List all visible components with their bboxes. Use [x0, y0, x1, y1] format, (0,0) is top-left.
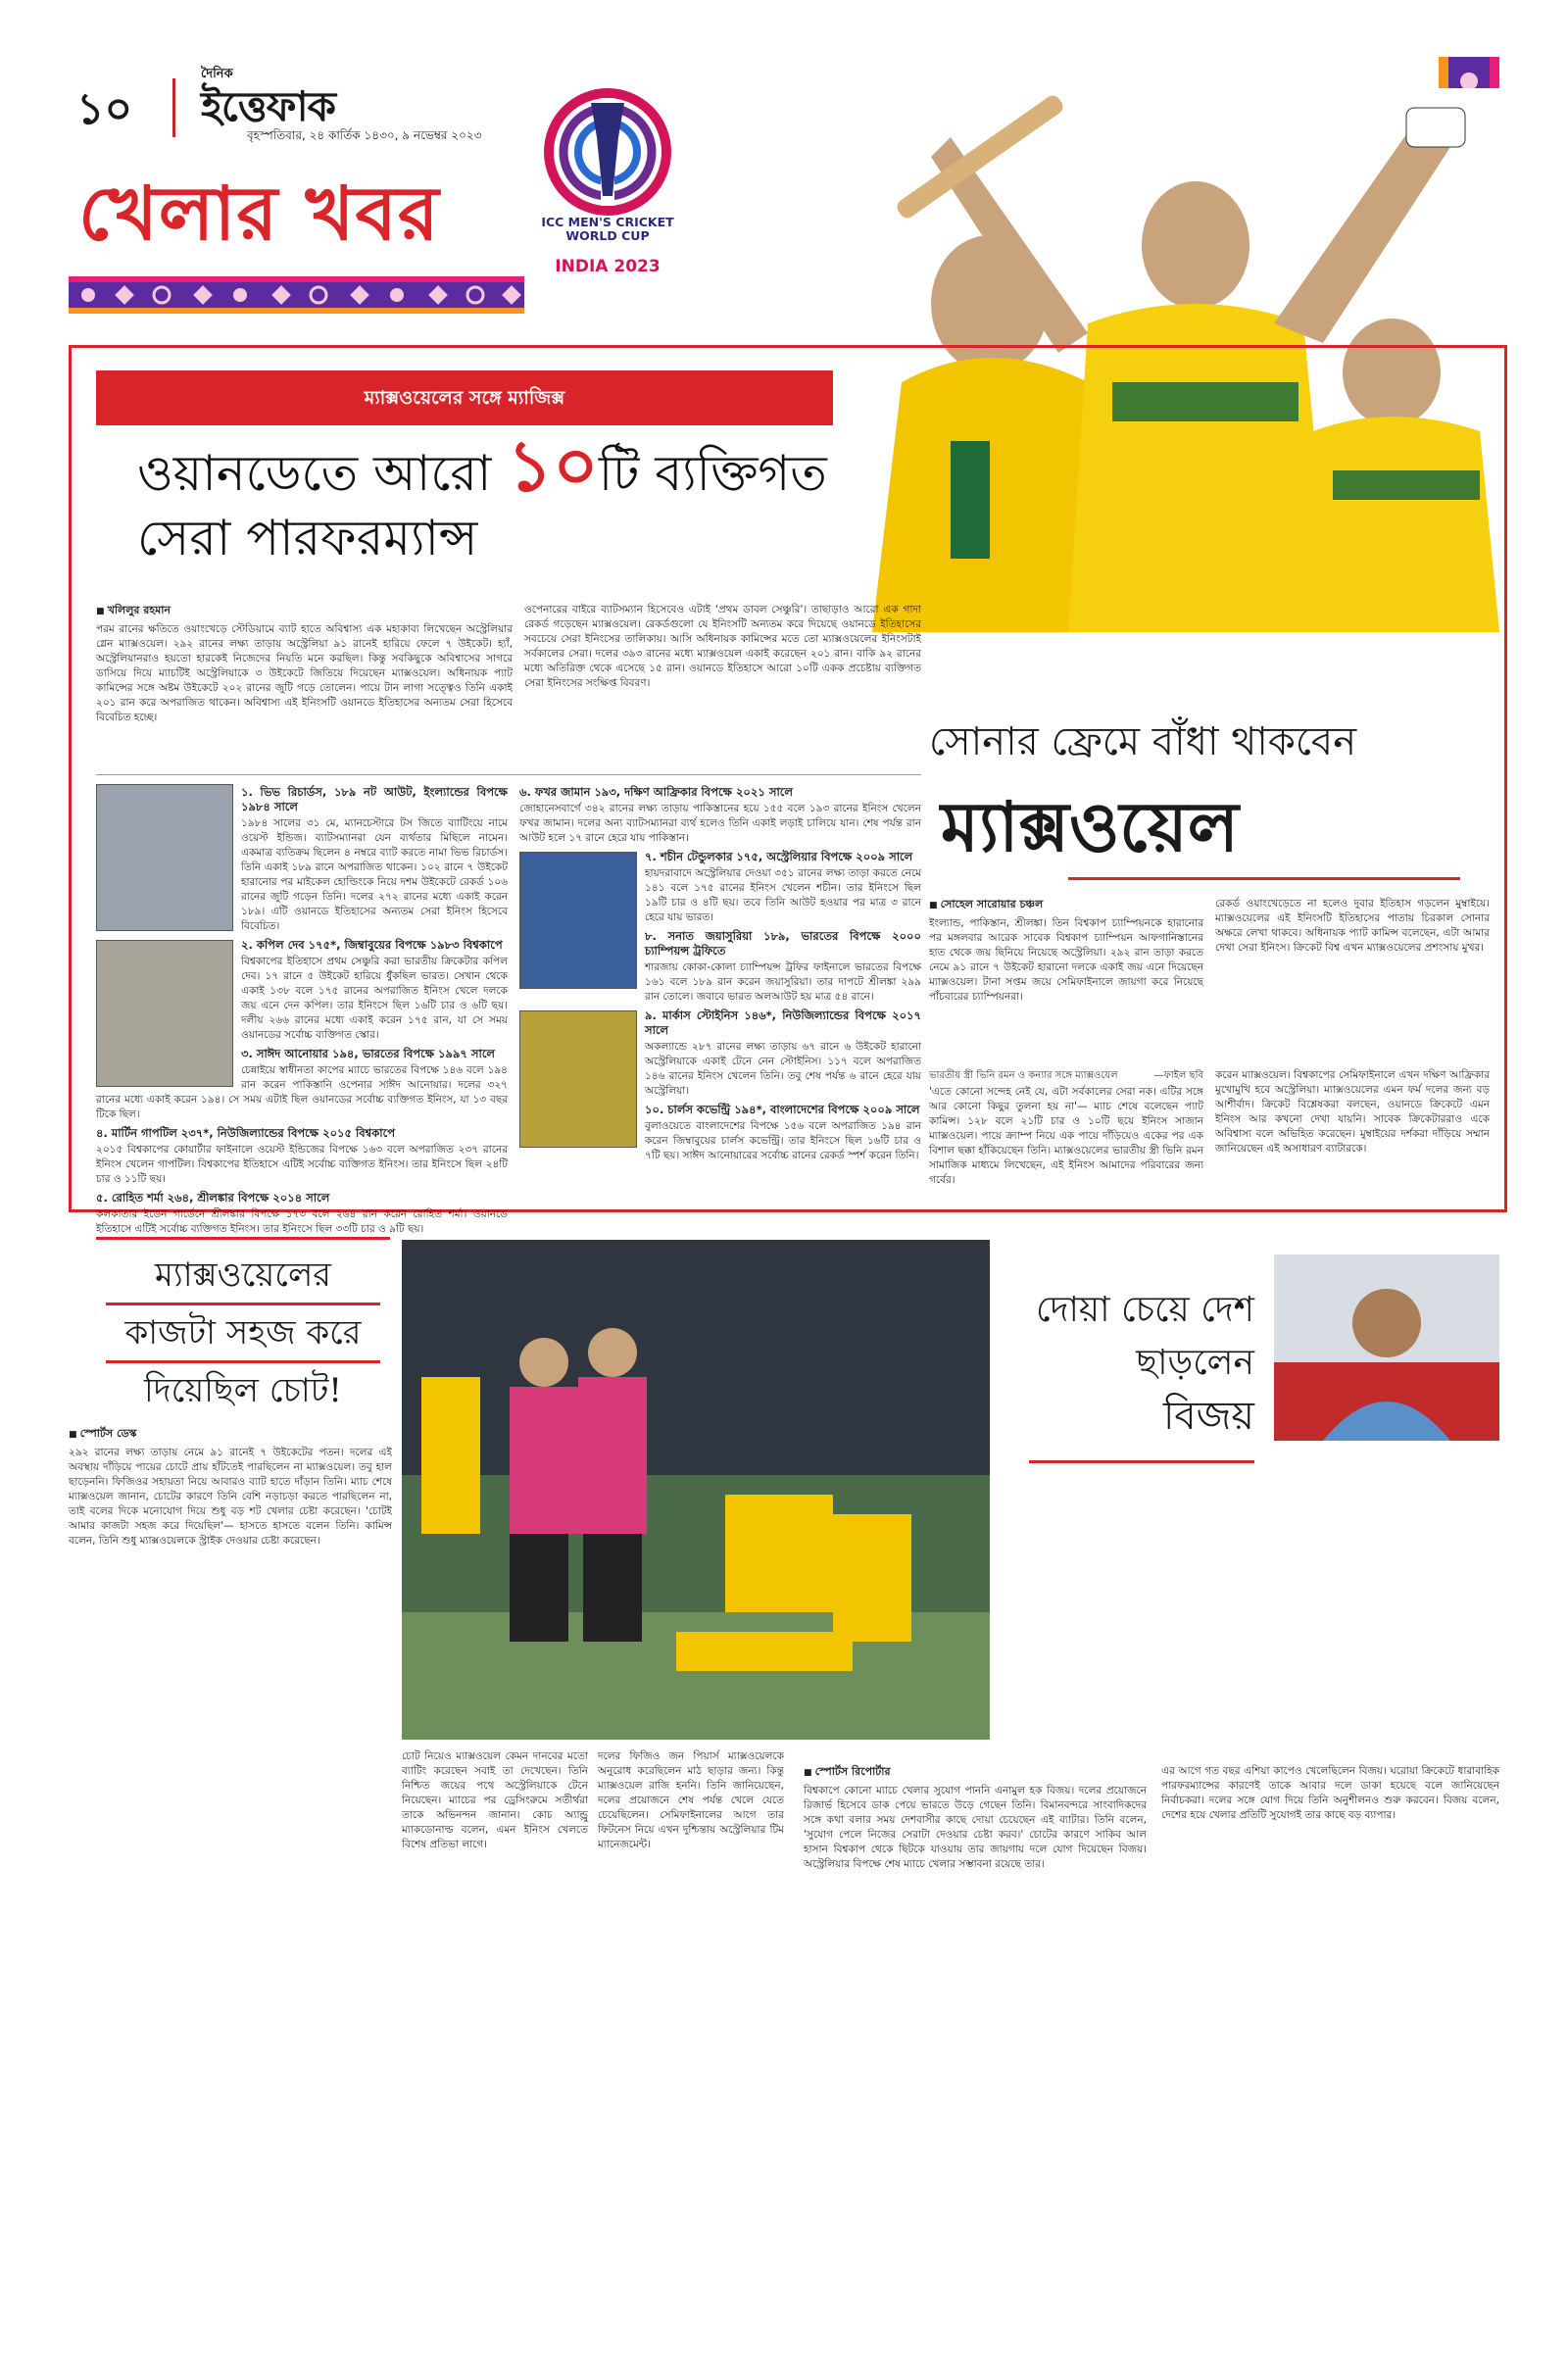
story4-col1: [804, 1764, 1147, 2352]
story3-byline: ■ স্পোর্টস ডেস্ক: [69, 1426, 392, 1443]
headline-part1: ওয়ানডেতে আরো: [137, 445, 492, 502]
record-1-text: ১৯৮৪ সালের ৩১ মে, ম্যানচেস্টারে টস জিতে ব্যাটিংয়ে নামে ওয়েস্ট ইন্ডিজ। ব্যাটসম্যানরা যেন ব্যর্থতার মিছিলে নামেন। একমাত্র ব্যতিক্রম ছিলেন ৪ নম্বরে ব্যাট করতে নামা ভিভ রিচার্ডস। তিনি একাই ১৮৯ রানে অপরাজিত থাকেন। ১০২ রানে ৭ উইকেট হারানোর পর মাইকেল হোল্ডিংকে নিয়ে দশম উইকেটে রেকর্ড ১০৬ রানের জুটি গড়েন তিনি। দলের ২৭২ রানের মধ্যে একাই করেন ১৮৯। এটি ওয়ানডে ইতিহাসের অন্যতম সেরা ইনিংস হিসেবে বিবেচিত।: [241, 817, 508, 932]
injury-photo: [402, 1240, 990, 1740]
second-story-col1: [929, 897, 1203, 1063]
second-headline-line1: সোনার ফ্রেমে বাঁধা থাকবেন: [929, 719, 1357, 764]
record-9-title: ৯. মার্কাস স্টোইনিস ১৪৬*, নিউজিল্যান্ডের বিপক্ষে ২০১৭ সালে: [645, 1008, 921, 1037]
date-line: বৃহস্পতিবার, ২৪ কার্তিক ১৪৩০, ৯ নভেম্বর ২০২৩: [247, 128, 482, 142]
story4-col2: [1161, 1764, 1499, 2352]
second-caption: [929, 1068, 1203, 1083]
story4-rule: [1029, 1460, 1254, 1463]
record-3-text: চেন্নাইয়ে স্বাধীনতা কাপের ম্যাচে ভারতের বিপক্ষে ১৪৬ বলে ১৯৪ রান করেন পাকিস্তানি ওপেনার সাঈদ আনোয়ার। দলের ৩২৭ রানের মধ্যে একাই করেন ১৯৪। সে সময় এটাই ছিল ওয়ানডের সর্বোচ্চ ব্যক্তিগত ইনিংস, যা ১৩ বছর টিকে ছিল।: [96, 1064, 508, 1120]
story3-headline-line2: কাজটা সহজ করে: [124, 1313, 362, 1353]
story4-text2: এর আগে গত বছর এশিয়া কাপেও খেলেছিলেন বিজয়। ঘরোয়া ক্রিকেটে ধারাবাহিক পারফরম্যান্সের কারণেই তাকে আবার দলে ডাকা হয়েছে বলে জানিয়েছেন নির্বাচকরা। দলের সঙ্গে যোগ দিয়ে তিনি অনুশীলনও শুরু করবেন। বিজয় বলেন, দেশের হয়ে খেলার প্রতিটি সুযোগই তার কাছে বড় ব্যাপার।: [1161, 1765, 1499, 1821]
second-byline: ■ সোহেল সারোয়ার চঞ্চল: [929, 897, 1203, 913]
record-4-text: ২০১৫ বিশ্বকাপের কোয়ার্টার ফাইনালে ওয়েস্ট ইন্ডিজের বিপক্ষে ১৬৩ বলে অপরাজিত ২৩৭ রানের ইনিংস খেলেন গাপটিল। বিশ্বকাপের ইতিহাসে এটিই সর্বোচ্চ ব্যক্তিগত ইনিংস। তার ইনিংসে ছিল ২৪টি চার ও ১১টি ছয়।: [96, 1144, 508, 1185]
second-story-col2: [1215, 897, 1490, 1063]
story4-headline-line2: ছাড়লেন: [1136, 1343, 1254, 1383]
second-headline-line2: ম্যাক্সওয়েল: [941, 786, 1239, 867]
record-6-title: ৬. ফখর জামান ১৯৩, দক্ষিণ আফ্রিকার বিপক্ষে ২০২১ সালে: [519, 785, 793, 799]
story4-headline-line3: বিজয়: [1162, 1394, 1254, 1439]
record-8-text: শারজায় কোকা-কোলা চ্যাম্পিয়ন্স ট্রফির ফাইনালে ভারতের বিপক্ষে ১৬১ বলে ১৮৯ রান করেন জয়াসুরিয়া। তার দাপটে শ্রীলঙ্কা ২৯৯ রান তোলে। জবাবে ভারত অলআউট হয় মাত্র ৫৪ রানে।: [645, 961, 921, 1003]
record-4-title: ৪. মার্টিন গাপটিল ২৩৭*, নিউজিল্যান্ডের বিপক্ষে ২০১৫ বিশ্বকাপে: [96, 1126, 396, 1140]
records-column-1: [96, 782, 508, 1235]
headline-number: ১০: [507, 423, 599, 507]
photo-credit: —ফাইল ছবি: [1153, 1070, 1203, 1081]
record-5-text: কলকাতার ইডেন গার্ডেনে শ্রীলঙ্কার বিপক্ষে ১৭৩ বলে ২৬৪ রান করেন রোহিত শর্মা। ওয়ানডে ইতিহাসে এটিই সর্বোচ্চ ব্যক্তিগত ইনিংস। তার ইনিংসে ছিল ৩৩টি চার ও ৯টি ছয়।: [96, 1208, 508, 1235]
page-number: ১০: [76, 84, 133, 134]
story3-top-rule: [96, 1237, 390, 1240]
record-2-text: বিশ্বকাপের ইতিহাসে প্রথম সেঞ্চুরি করা ভারতীয় ক্রিকেটার কপিল দেব। ১৭ রানে ৫ উইকেট হারিয়ে ধুঁকছিল ভারত। সেখান থেকে একাই ১৩৮ বলে ১৭৫ রানের অপরাজিত ইনিংস খেলে দলকে জয় এনে দেন কপিল। তার ইনিংসে ছিল ১৬টি চার ও ৬টি ছয়। দলীয় ২৬৬ রানের মধ্যে একাই করেন ১৭৫ রান, যা সে সময় ওয়ানডের সর্বোচ্চ ব্যক্তিগত স্কোর।: [241, 956, 508, 1041]
second-story-col2b: [1215, 1068, 1490, 1201]
record-1-title: ১. ভিভ রিচার্ডস, ১৮৯ নট আউট, ইংল্যান্ডের বিপক্ষে ১৯৮৪ সালে: [241, 785, 508, 813]
main-byline: ■ খলিলুর রহমান: [96, 603, 513, 619]
story3-headline: [96, 1250, 390, 1416]
record-7-text: হায়দরাবাদে অস্ট্রেলিয়ার দেওয়া ৩৫১ রানের লক্ষ্য তাড়া করতে নেমে ১৪১ বলে ১৭৫ রানের ইনিংস খেলেন শচীন। তার ইনিংসে ছিল ১৯টি চার ও ৪টি ছয়। তবে তিনি আউট হওয়ার পর মাত্র ৩ রানে হেরে যায় ভারত।: [645, 867, 921, 923]
record-6-text: জোহানেসবার্গে ৩৪২ রানের লক্ষ্য তাড়ায় পাকিস্তানের হয়ে ১৫৫ বলে ১৯৩ রানের ইনিংস খেলেন ফখর জামান। দলের অন্য ব্যাটসম্যানরা ব্যর্থ হলেও তিনি একাই লড়াই চালিয়ে যান। শেষ পর্যন্ত রান আউট হলে ১৭ রানে হেরে যায় পাকিস্তান।: [519, 803, 921, 844]
story4-headline: [1029, 1284, 1254, 1443]
story3-rule-2: [106, 1360, 380, 1363]
brand-name: ইত্তেফাক: [201, 82, 336, 130]
story3-col2: [402, 1749, 588, 2352]
photo-caption: ভারতীয় স্ত্রী ভিনি রমন ও কন্যার সঙ্গে ম্যাক্সওয়েল: [929, 1070, 1118, 1081]
story3-text: ২৯২ রানের লক্ষ্য তাড়ায় নেমে ৯১ রানেই ৭ উইকেটের পতন। দলের এই অবস্থায় দাঁড়িয়ে পায়ের চোটে প্রায় হাঁটতেই পারছিলেন না ম্যাক্সওয়েল। তবু হাল ছাড়েননি। ফিজিওর সহায়তা নিয়ে আবারও ব্যাট হাতে দাঁড়ান তিনি। ম্যাচ শেষে ম্যাক্সওয়েল জানান, চোটের কারণে তিনি বেশি নড়াচড়া করতে পারছিলেন না, তাই বলের দিকে মনোযোগ দিয়ে শুধু বড় শট খেলার চেষ্টা করেছেন। 'চোটই আমার কাজটা সহজ করে দিয়েছিল'— হাসতে হাসতে বলেন তিনি। কামিন্স বলেন, তিনি শুধু ম্যাক্সওয়েলকে স্ট্রাইক দেওয়ার চেষ্টা করেছেন।: [69, 1447, 392, 1547]
world-cup-title: ICC MEN'S CRICKET WORLD CUP: [541, 215, 674, 243]
second-col1-text: ইংল্যান্ড, পাকিস্তান, শ্রীলঙ্কা। তিন বিশ্বকাপ চ্যাম্পিয়নকে হারানোর পর মঙ্গলবার আরেক সাবেক বিশ্বকাপ চ্যাম্পিয়ন আফগানিস্তানের হাত থেকে জয় ছিনিয়ে নিয়েছে অস্ট্রেলিয়া। ২৯২ রান তাড়া করতে নেমে ৯১ রানে ৭ উইকেট হারানো দলকে একাই জয় এনে দিয়েছেন ম্যাক্সওয়েল। টানা সপ্তম জয়ে সেমিফাইনালে জায়গা করে নিয়েছে পাঁচবারের চ্যাম্পিয়নরা।: [929, 917, 1203, 1003]
second-col2b-text: করেন ম্যাক্সওয়েল। বিশ্বকাপের সেমিফাইনালে এখন দক্ষিণ আফ্রিকার মুখোমুখি হবে অস্ট্রেলিয়া। ম্যাক্সওয়েলের এমন ফর্ম দলের জন্য বড় আশীর্বাদ। ক্রিকেট বিশ্লেষকরা বলছেন, ওয়ানডে ক্রিকেটে এমন ইনিংস আর কখনো দেখা যায়নি। সাবেক ক্রিকেটাররাও একে অবিশ্বাস্য বলে অভিহিত করেছেন। মুম্বাইয়ের দর্শকরা দাঁড়িয়ে সম্মান জানিয়েছেন এই অসাধারণ ব্যাটারকে।: [1215, 1069, 1490, 1155]
record-10-text: বুলাওয়েতে বাংলাদেশের বিপক্ষে ১৫৬ বলে অপরাজিত ১৯৪ রান করেন জিম্বাবুয়ের চার্লস কভেন্ট্রি। তার ইনিংসে ছিল ১৬টি চার ও ৭টি ছয়। সাঈদ আনোয়ারের সর্বোচ্চ রানের রেকর্ড স্পর্শ করেন তিনি।: [645, 1120, 921, 1161]
story4-text: বিশ্বকাপে কোনো ম্যাচে খেলার সুযোগ পাননি এনামুল হক বিজয়। দলের প্রয়োজনে রিজার্ভ হিসেবে ডাক পেয়ে ভারতে উড়ে গেছেন তিনি। বিমানবন্দরে সাংবাদিকদের সঙ্গে কথা বলার সময় দেশবাসীর কাছে দোয়া চেয়েছেন এই ব্যাটার। তিনি বলেন, 'সুযোগ পেলে নিজের সেরাটা দেওয়ার চেষ্টা করব।' চোটের কারণে সাকিব আল হাসান বিশ্বকাপ থেকে ছিটকে যাওয়ায় তার জায়গায় দলে যোগ দিয়েছেন বিজয়। অস্ট্রেলিয়ার বিপক্ষে শেষ ম্যাচে খেলার সম্ভাবনা রয়েছে তার।: [804, 1785, 1147, 1870]
record-2-title: ২. কপিল দেব ১৭৫*, জিম্বাবুয়ের বিপক্ষে ১৯৮৩ বিশ্বকাপে: [241, 938, 503, 952]
second-headline-rule: [1068, 877, 1460, 880]
record-5-title: ৫. রোহিত শর্মা ২৬৪, শ্রীলঙ্কার বিপক্ষে ২০১৪ সালে: [96, 1191, 330, 1205]
story3-text3: দলের ফিজিও জন পিয়ার্স ম্যাক্সওয়েলকে অনুরোধ করেছিলেন মাঠ ছাড়ার জন্য। কিন্তু ম্যাক্সওয়েল রাজি হননি। তিনি জানিয়েছেন, দলের প্রয়োজনে শেষ পর্যন্ত খেলে যেতে চেয়েছিলেন। সেমিফাইনালের আগে তার ফিটনেস নিয়ে এখন দুশ্চিন্তায় অস্ট্রেলিয়ার টিম ম্যানেজমেন্ট।: [598, 1750, 784, 1850]
main-intro-continued: [524, 603, 921, 774]
photo-stoinis: [519, 1010, 637, 1148]
photo-kapil-dev: [96, 940, 233, 1087]
main-intro: [96, 603, 513, 774]
bijoy-photo: [1274, 1254, 1499, 1441]
decorative-band: [69, 276, 524, 314]
story3-headline-line3: দিয়েছিল চোট!: [144, 1371, 342, 1410]
record-8-title: ৮. সনাত জয়াসুরিয়া ১৮৯, ভারতের বিপক্ষে ২০০০ চ্যাম্পিয়ন্স ট্রফিতে: [645, 929, 921, 958]
main-intro-text: পরম রানের ক্ষতিতে ওয়াংখেড়ে স্টেডিয়ামে ব্যাট হাতে অবিশ্বাস্য এক মহাকাব্য লিখেছেন অস্ট্রেলিয়ার গ্লেন ম্যাক্সওয়েল। ২৯২ রানের লক্ষ্য তাড়ায় অস্ট্রেলিয়া ৯১ রানেই হারিয়ে ফেলে ৭ উইকেট। হ্যাঁ, অস্ট্রেলিয়ানরাও হয়তো হারকেই নিজেদের নিয়তি মনে করছিল। কিন্তু সবকিছুকে অবিশ্বাসের সাগরে ডাসিয়ে দিয়ে ম্যাচটিই অস্ট্রেলিয়াকে ৩ উইকেটে জিতিয়ে দিয়েছেন ম্যাক্সওয়েল। অধিনায়ক প্যাট কামিন্সের সঙ্গে অষ্টম উইকেটে ২০২ রানের জুটি গড়ে তোলেন। পায়ে টান লাগা সত্ত্বেও তিনি একাই ২০১ রান করে অপরাজিত থাকেন। অবিশ্বাস্য এই ইনিংসটি ওয়ানডে ইতিহাসের অন্যতম সেরা হিসেবে বিবেচিত হচ্ছে।: [96, 623, 513, 723]
second-story-col1b: [929, 1068, 1203, 1205]
newspaper-logo: [201, 65, 485, 130]
world-cup-year: INDIA 2023: [555, 257, 661, 276]
brand-top: দৈনিক: [201, 67, 233, 81]
story3-col1: [69, 1426, 392, 2352]
story3-rule-1: [106, 1303, 380, 1305]
headline-part2: টি ব্যক্তিগত: [598, 445, 827, 502]
story4-byline: ■ স্পোর্টস রিপোর্টার: [804, 1764, 1147, 1781]
main-intro-text2: ওপেনারের বাইরে ব্যাটসম্যান হিসেবেও এটাই 'প্রথম ডাবল সেঞ্চুরি'। তাছাড়াও আরো এক গাদা রেকর্ড গড়েছেন ম্যাক্সওয়েল। রেকর্ডগুলো যে ইনিংসটি অন্যতম করে দিয়েছে ওয়ানডে ইতিহাসের সবচেয়ে সেরা ইনিংসের তালিকায়। আসি অধিনায়ক কামিন্সের মতে তো ম্যাক্সওয়েলের ইনিংসটাই সর্বকালের সেরা। দলের ৩৯৩ রানের মধ্যে ম্যাক্সওয়েল একাই করেছেন ২০১ রান। বাকি ৯২ রানের মধ্যে অতিরিক্ত থেকে এসেছে ১৫ রান। ওয়ানডে ইতিহাসে আরো ১০টি একক প্রচেষ্টায় ব্যক্তিগত সেরা ইনিংসের সংক্ষিপ্ত বিবরণ।: [524, 604, 921, 689]
header-separator: [172, 78, 175, 137]
photo-sachin: [519, 852, 637, 989]
story3-text2: চোট নিয়েও ম্যাক্সওয়েল কেমন দানবের মতো ব্যাটিং করেছেন সবাই তা দেখেছেন। তিনি নিশ্চিত জয়ের পথে অস্ট্রেলিয়াকে টেনে নিয়েছেন। ম্যাচের পর ড্রেসিংরুমে সতীর্থরা তাকে অভিনন্দন জানান। কোচ অ্যান্ড্রু ম্যাকডোনাল্ড বলেন, এমন ইনিংস খেলতে বিশেষ প্রতিভা লাগে।: [402, 1750, 588, 1850]
story4-headline-line1: দোয়া চেয়ে দেশ: [1035, 1290, 1254, 1330]
record-9-text: অকল্যান্ডে ২৮৭ রানের লক্ষ্য তাড়ায় ৬৭ রানে ৬ উইকেট হারানো অস্ট্রেলিয়াকে একাই টেনে নেন স্টোইনিস। ১১৭ বলে অপরাজিত ১৪৬ রানের ইনিংস খেলেন তিনি। তবু শেষ পর্যন্ত ৬ রানে হেরে যায় অস্ট্রেলিয়া।: [645, 1041, 921, 1097]
story-kicker: ম্যাক্সওয়েলের সঙ্গে ম্যাজিক্স: [96, 370, 833, 425]
record-10-title: ১০. চার্লস কভেন্ট্রি ১৯৪*, বাংলাদেশের বিপক্ষে ২০০৯ সালে: [645, 1103, 920, 1116]
story3-col3: [598, 1749, 784, 2352]
main-headline: [137, 423, 843, 570]
headline-line2: সেরা পারফরম্যান্স: [137, 510, 478, 566]
record-3-title: ৩. সাঈদ আনোয়ার ১৯৪, ভারতের বিপক্ষে ১৯৯৭ সালে: [241, 1047, 496, 1060]
photo-viv-richards: [96, 784, 233, 931]
world-cup-logo-icon: [544, 78, 671, 274]
story3-headline-line1: ম্যাক্সওয়েলের: [155, 1255, 331, 1295]
records-column-2: [519, 782, 921, 1199]
second-col2-text: রেকর্ড ওয়াংখেড়েতে না হলেও দুবার ইতিহাস গড়লেন মুম্বাইয়ে। ম্যাক্সওয়েলের এই ইনিংসটি ইতিহাসের পাতায় চিরকাল সোনার অক্ষরে লেখা থাকবে। অধিনায়ক প্যাট কামিন্স বলেছেন, এটা আমার দেখা সেরা ইনিংস। ক্রিকেট বিশ্ব এখন ম্যাক্সওয়েলের প্রশংসায় মুখর।: [1215, 898, 1490, 954]
second-col1b-text: 'এতে কোনো সন্দেহ নেই যে, এটা সর্বকালের সেরা নক। এটির সঙ্গে আর কোনো কিছুর তুলনা হয় না'— ম্যাচ শেষে বলেছেন প্যাট কামিন্স। ১২৮ বলে ২১টি চার ও ১০টি ছয়ে ইনিংস সাজান ম্যাক্সওয়েল। পায়ে ক্র্যাম্প নিয়ে এক পায়ে দাঁড়িয়েও একের পর এক বিশাল ছক্কা হাঁকিয়েছেন তিনি। ম্যাক্সওয়েলের ভারতীয় স্ত্রী ভিনি রমন সামাজিক মাধ্যমে লিখেছেন, এই ইনিংস আমাদের পরিবারের জন্য গর্বের।: [929, 1086, 1203, 1186]
section-title: খেলার খবর: [78, 170, 440, 257]
record-7-title: ৭. শচীন টেন্ডুলকার ১৭৫, অস্ট্রেলিয়ার বিপক্ষে ২০০৯ সালে: [645, 850, 913, 863]
intro-divider: [96, 774, 921, 775]
